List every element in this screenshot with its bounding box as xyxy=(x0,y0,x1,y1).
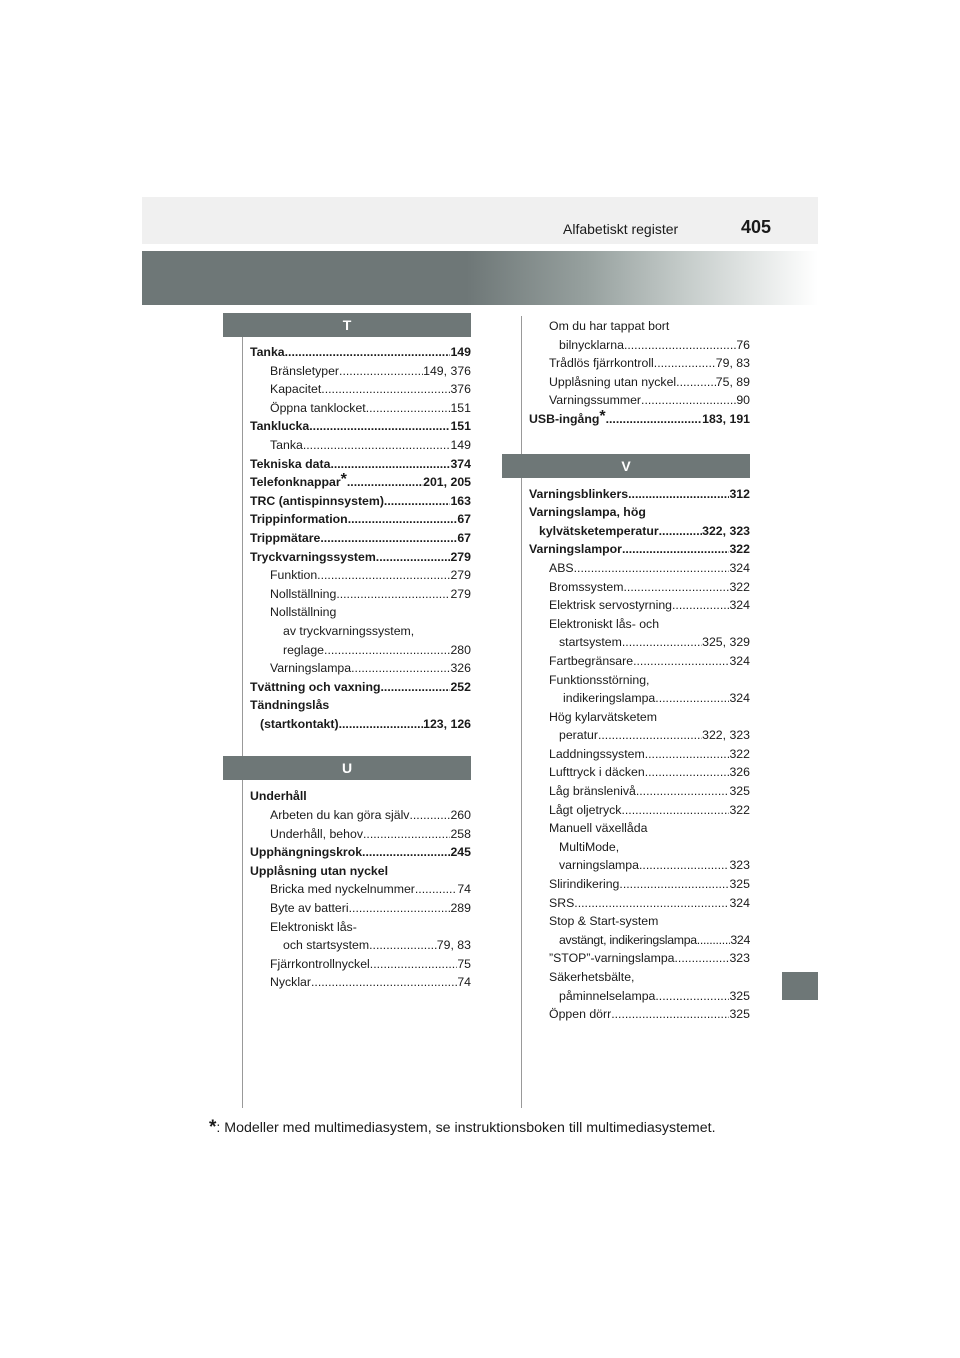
footnote-marker: * xyxy=(599,407,606,425)
page-number: 405 xyxy=(741,217,772,237)
index-subentry: Nollställning ..... 279 xyxy=(223,585,471,604)
footnote xyxy=(209,1117,716,1139)
index-subentry: Upplåsning utan nyckel ..... 75, 89 xyxy=(502,373,750,392)
index-subentry: Öppna tanklocket ..... 151 xyxy=(223,399,471,418)
index-subentry: Stop & Start-system xyxy=(549,914,659,929)
index-entry: (startkontakt) ..... 123, 126 xyxy=(223,715,471,734)
index-subentry: Hög kylarvätsketem xyxy=(549,709,657,724)
index-subentry: MultiMode, xyxy=(559,839,620,854)
index-subentry: Nollställning xyxy=(270,605,337,620)
index-entry: Tanklucka ..... 151 xyxy=(223,417,471,436)
index-subentry: Nycklar ..... 74 xyxy=(223,973,471,992)
index-subentry: Om du har tappat bort xyxy=(549,319,670,333)
index-subentry: avstängt, indikeringslampa ..... 324 xyxy=(502,931,750,950)
index-subentry: Arbeten du kan göra själv ..... 260 xyxy=(223,806,471,825)
index-column-left xyxy=(223,313,471,992)
chapter-side-tab xyxy=(782,972,818,1000)
index-entry: USB-ingång* ..... 183, 191 xyxy=(502,410,750,429)
index-subentry: Bränsletyper ..... 149, 376 xyxy=(223,362,471,381)
index-subentry: och startsystem ..... 79, 83 xyxy=(223,936,471,955)
index-entry: Varningsblinkers ..... 312 xyxy=(502,485,750,504)
index-subentry: Varningssummer ..... 90 xyxy=(502,391,750,410)
index-entry: Tanka ..... 149 xyxy=(223,343,471,362)
index-subentry: Fjärrkontrollnyckel ..... 75 xyxy=(223,955,471,974)
footnote-text: : Modeller med multimediasystem, se instruktionsboken till multimediasystemet. xyxy=(216,1120,716,1136)
header-gradient-bar xyxy=(142,251,818,305)
index-subentry: ABS ..... 324 xyxy=(502,559,750,578)
index-subentry: Elektrisk servostyrning ..... 324 xyxy=(502,596,750,615)
index-entry: Tändningslås xyxy=(250,698,330,713)
index-subentry: Varningslampa ..... 326 xyxy=(223,659,471,678)
index-subentry: SRS ..... 324 xyxy=(502,894,750,913)
section-header-u: U xyxy=(223,756,471,780)
index-entry: Varningslampa, hög xyxy=(529,505,646,520)
index-subentry: Funktion ..... 279 xyxy=(223,566,471,585)
section-header-t: T xyxy=(223,313,471,337)
index-subentry: Lufttryck i däcken ..... 326 xyxy=(502,763,750,782)
index-subentry: Slirindikering ..... 325 xyxy=(502,875,750,894)
header-band xyxy=(142,197,818,244)
index-entry: Tryckvarningssystem ..... 279 xyxy=(223,548,471,567)
index-entry: Underhåll xyxy=(250,789,307,804)
index-subentry: Bricka med nyckelnummer ..... 74 xyxy=(223,880,471,899)
page-header-title: Alfabetiskt register xyxy=(563,221,679,237)
index-column-right xyxy=(502,317,750,1024)
index-subentry: Byte av batteri ..... 289 xyxy=(223,899,471,918)
index-subentry: bilnycklarna ..... 76 xyxy=(502,336,750,355)
index-subentry: varningslampa ..... 323 xyxy=(502,856,750,875)
index-subentry: Öppen dörr ..... 325 xyxy=(502,1005,750,1024)
index-subentry: ”STOP”-varningslampa ..... 323 xyxy=(502,949,750,968)
index-subentry: Elektroniskt lås- xyxy=(270,919,357,934)
index-entry: kylvätsketemperatur ..... 322, 323 xyxy=(502,522,750,541)
index-subentry: Bromssystem ..... 322 xyxy=(502,578,750,597)
footnote-marker: * xyxy=(340,471,347,489)
index-subentry: startsystem ..... 325, 329 xyxy=(502,633,750,652)
index-subentry: Fartbegränsare ..... 324 xyxy=(502,652,750,671)
index-entry: Trippmätare ..... 67 xyxy=(223,529,471,548)
index-subentry: Funktionsstörning, xyxy=(549,672,650,687)
index-subentry: Tanka ..... 149 xyxy=(223,436,471,455)
index-subentry: påminnelselampa ..... 325 xyxy=(502,987,750,1006)
index-subentry: reglage ..... 280 xyxy=(223,641,471,660)
index-subentry: indikeringslampa ..... 324 xyxy=(502,689,750,708)
section-header-v: V xyxy=(502,454,750,478)
index-entry: Telefonknappar* ..... 201, 205 xyxy=(223,473,471,492)
index-entry: Tekniska data ..... 374 xyxy=(223,455,471,474)
index-subentry: Trådlös fjärrkontroll ..... 79, 83 xyxy=(502,354,750,373)
index-entry: Upphängningskrok ..... 245 xyxy=(223,843,471,862)
index-subentry: Säkerhetsbälte, xyxy=(549,970,635,984)
index-subentry: Lågt oljetryck ..... 322 xyxy=(502,801,750,820)
index-subentry: Laddningssystem ..... 322 xyxy=(502,745,750,764)
index-entry: Tvättning och vaxning ..... 252 xyxy=(223,678,471,697)
index-subentry: Underhåll, behov ..... 258 xyxy=(223,825,471,844)
index-subentry: Elektroniskt lås- och xyxy=(549,616,660,631)
index-subentry: av tryckvarningssystem, xyxy=(283,623,415,638)
index-subentry: Låg bränslenivå ..... 325 xyxy=(502,782,750,801)
index-entry: Trippinformation ..... 67 xyxy=(223,510,471,529)
index-subentry: Kapacitet ..... 376 xyxy=(223,380,471,399)
index-entry: Upplåsning utan nyckel xyxy=(250,863,389,878)
index-entry: Varningslampor ..... 322 xyxy=(502,540,750,559)
index-entry: TRC (antispinnsystem) ..... 163 xyxy=(223,492,471,511)
footnote-symbol: * xyxy=(209,1117,217,1138)
index-subentry: Manuell växellåda xyxy=(549,821,648,836)
index-subentry: peratur ..... 322, 323 xyxy=(502,726,750,745)
